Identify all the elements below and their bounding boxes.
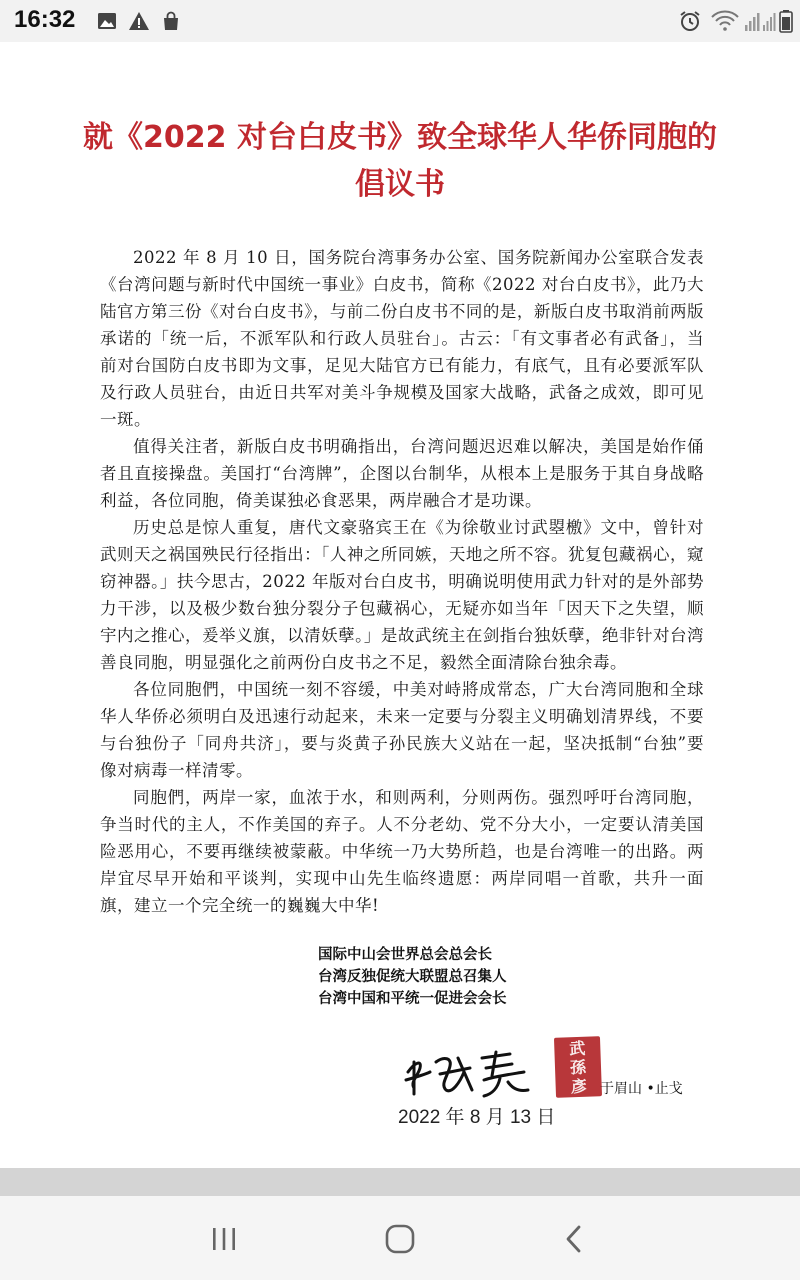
image-icon (96, 9, 118, 33)
signal-icon (744, 9, 760, 33)
handwritten-signature (400, 1032, 540, 1102)
paragraph-1: 2022 年 8 月 10 日，国务院台湾事务办公室、国务院新闻办公室联合发表《台湾问题与新时代中国统一事业》白皮书，简称《2022 对台白皮书》，此乃大陆官方第三份《对台白皮书》，与前二份白皮书不同的是，新版白皮书取消前两版承诺的「统一后，不派军队和行政人员驻台」。古云：「有文事者必有武备」，当前对台国防白皮书即为文事，足见大陆官方已有能力，有底气，且有必要派军队及行政人员驻台，由近日共军对美斗争规模及国家大战略，武备之成效，即可见一斑。 (100, 248, 704, 429)
seal-char: 武 (569, 1038, 586, 1059)
paragraph-3: 历史总是惊人重复，唐代文豪骆宾王在《为徐敬业讨武曌檄》文中，曾针对武则天之祸国殃民行径指出：「人神之所同嫉，天地之所不容。犹复包藏祸心，窥窃神器。」扶今思古，2022 年版对台白皮书，明确说明使用武力针对的是外部势力干涉，以及极少数台独分裂分子包藏祸心，无疑亦如当年「因天下之失望，顺宇内之推心，爰举义旗，以清妖孽。」是故武统主在剑指台独妖孽，绝非针对台湾善良同胞，明显强化之前两份白皮书之不足，毅然全面清除台独余毒。 (100, 518, 704, 672)
doc-date: 2022 年 8 月 13 日 (398, 1107, 556, 1128)
wifi-icon (710, 9, 740, 33)
navigation-bar (0, 1196, 800, 1280)
document-page (0, 42, 800, 1168)
status-bar (0, 0, 800, 42)
alert-icon (128, 9, 150, 33)
recent-apps-icon (209, 1225, 239, 1253)
paragraph-2: 值得关注者，新版白皮书明确指出，台湾问题迟迟难以解决，美国是始作俑者且直接操盘。美国打“台湾牌”，企图以台制华，从根本上是服务于其自身战略利益，各位同胞，倚美谋独必食恶果，两岸融合才是功课。 (100, 437, 704, 510)
seal-char: 彥 (570, 1076, 588, 1097)
signer-title: 台湾中国和平统一促进会会长 (318, 990, 507, 1007)
back-icon (562, 1223, 586, 1255)
paragraph-4: 各位同胞們，中国统一刻不容缓，中美对峙將成常态，广大台湾同胞和全球华人华侨必须明白及迅速行动起来，未来一定要与分裂主义明确划清界线，不要与台独份子「同舟共济」，要与炎黄子孙民族大义站在一起，坚决抵制“台独”要像对病毒一样清零。 (100, 680, 704, 780)
page-gap (0, 1168, 800, 1196)
signer-title: 国际中山会世界总会总会长 (318, 946, 492, 963)
stamp-caption: 于眉山 •止戈 (600, 1081, 683, 1097)
seal-stamp (554, 1036, 602, 1098)
seal-char: 孫 (569, 1057, 587, 1078)
doc-title-line-2: 倡议书 (355, 167, 445, 202)
signal-icon-2 (762, 9, 776, 33)
back-button[interactable] (544, 1214, 604, 1264)
alarm-icon (678, 9, 702, 33)
recent-apps-button[interactable] (194, 1214, 254, 1264)
signer-titles (318, 944, 507, 1010)
doc-title-line-1: 就《2022 对台白皮书》致全球华人华侨同胞的 (83, 120, 717, 155)
signer-title: 台湾反独促统大联盟总召集人 (318, 968, 507, 985)
shopping-bag-icon (160, 9, 182, 33)
status-time: 16:32 (14, 6, 76, 33)
home-button[interactable] (370, 1214, 430, 1264)
paragraph-5: 同胞們，两岸一家，血浓于水，和则两利，分则两伤。强烈呼吁台湾同胞，争当时代的主人，不作美国的弃子。人不分老幼、党不分大小，一定要认清美国险恶用心，不要再继续被蒙蔽。中华统一乃大势所趋，也是台湾唯一的出路。两岸宜尽早开始和平谈判，实现中山先生临终遗愿：两岸同唱一首歌，共升一面旗，建立一个完全统一的巍巍大中华! (100, 788, 704, 915)
home-icon (384, 1223, 416, 1255)
battery-icon (779, 9, 793, 33)
doc-body (100, 244, 704, 919)
